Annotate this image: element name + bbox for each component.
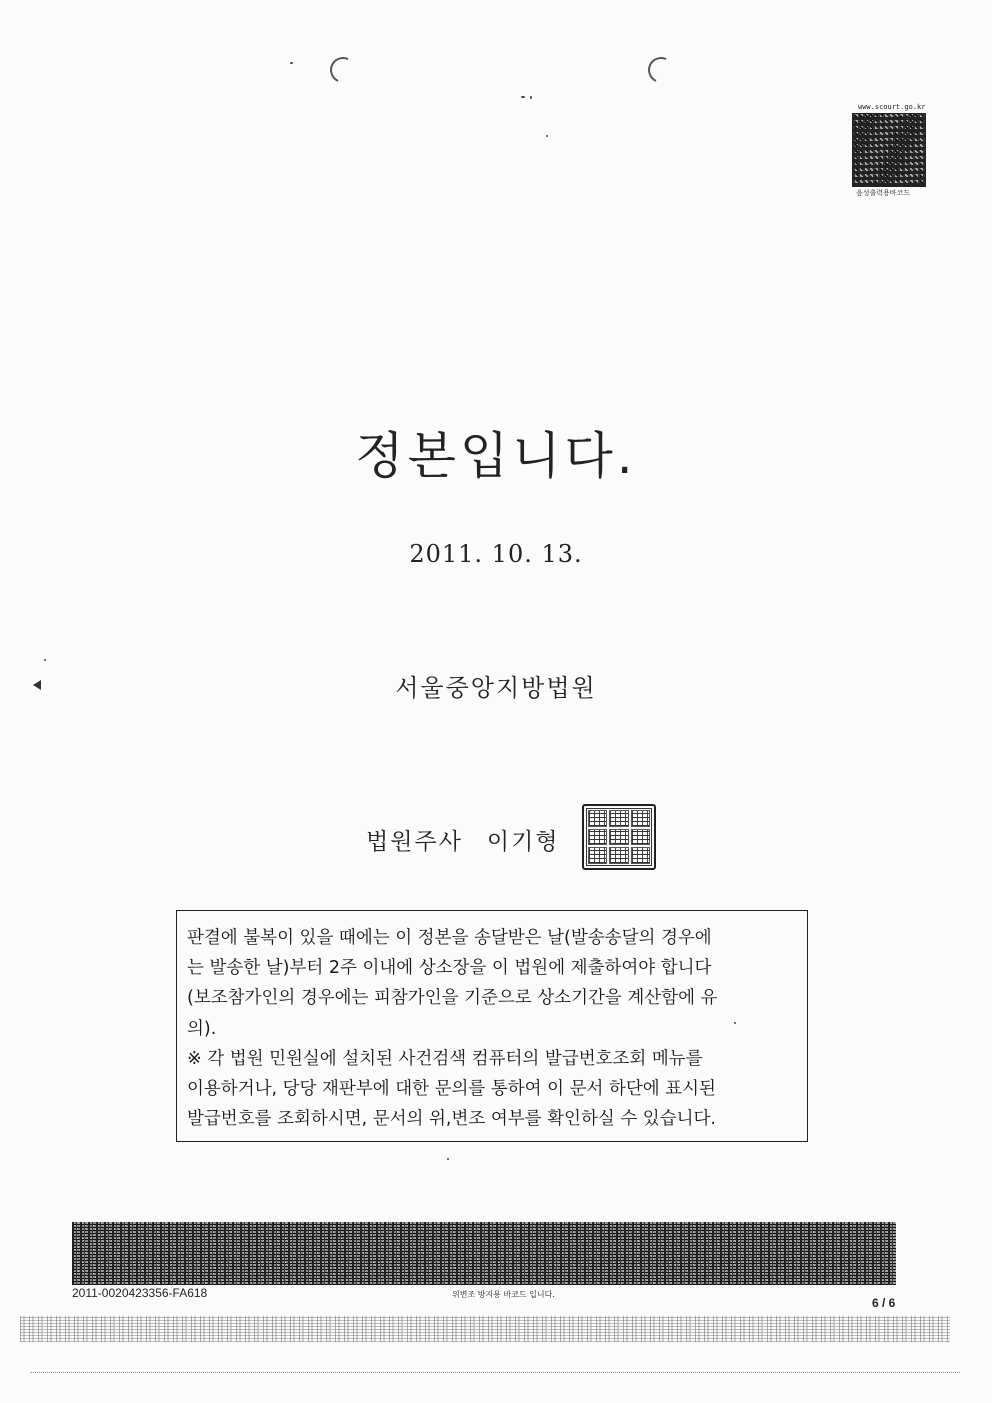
- qr-code-image: [852, 113, 926, 187]
- document-title: 정본입니다.: [355, 427, 637, 485]
- scan-speck: [521, 96, 525, 98]
- notice-line: (보조참가인의 경우에는 피참가인을 기준으로 상소기간을 계산함에 유: [187, 988, 718, 1009]
- issue-date: 2011. 10. 13.: [409, 540, 583, 568]
- issue-number: 2011-0020423356-FA618: [72, 1286, 208, 1300]
- notice-line: 발급번호를 조회하시면, 문서의 위,변조 여부를 확인하실 수 있습니다.: [187, 1109, 716, 1130]
- punch-hole-mark: [326, 53, 359, 86]
- scan-speck: [290, 62, 293, 64]
- clerk-name: 이기형: [486, 829, 560, 855]
- anti-forgery-barcode: [72, 1222, 896, 1285]
- clerk-signature-line: [366, 823, 560, 856]
- notice-line: 이용하거나, 당당 재판부에 대한 문의를 통하여 이 문서 하단에 표시된: [187, 1079, 716, 1100]
- court-seal-stamp: [582, 804, 656, 870]
- notice-line: 의).: [187, 1018, 217, 1039]
- qr-caption: 음성출력용바코드: [856, 189, 911, 197]
- clerk-title: 법원주사: [366, 829, 463, 855]
- notice-line: ※ 각 법원 민원실에 설치된 사건검색 컴퓨터의 발급번호조회 메뉴를: [187, 1048, 703, 1069]
- scan-speck: [546, 135, 548, 137]
- scan-speck: [447, 1158, 449, 1160]
- scan-noise-strip: [20, 1316, 950, 1342]
- scan-speck: [44, 659, 46, 661]
- page-number: 6 / 6: [872, 1296, 896, 1310]
- barcode-caption: 위변조 방지용 바코드 입니다.: [452, 1290, 555, 1299]
- appeal-notice-box: [176, 910, 808, 1142]
- notice-line: 판결에 불복이 있을 때에는 이 정본을 송달받은 날(발송송달의 경우에: [187, 928, 712, 948]
- scan-speck: [530, 96, 532, 99]
- notice-line: 는 발송한 날)부터 2주 이내에 상소장을 이 법원에 제출하여야 합니다: [187, 958, 712, 979]
- scan-dotted-line: [30, 1372, 960, 1374]
- punch-hole-mark: [644, 53, 677, 86]
- qr-url: www.scourt.go.kr: [858, 103, 926, 111]
- court-name: 서울중앙지방법원: [395, 674, 597, 702]
